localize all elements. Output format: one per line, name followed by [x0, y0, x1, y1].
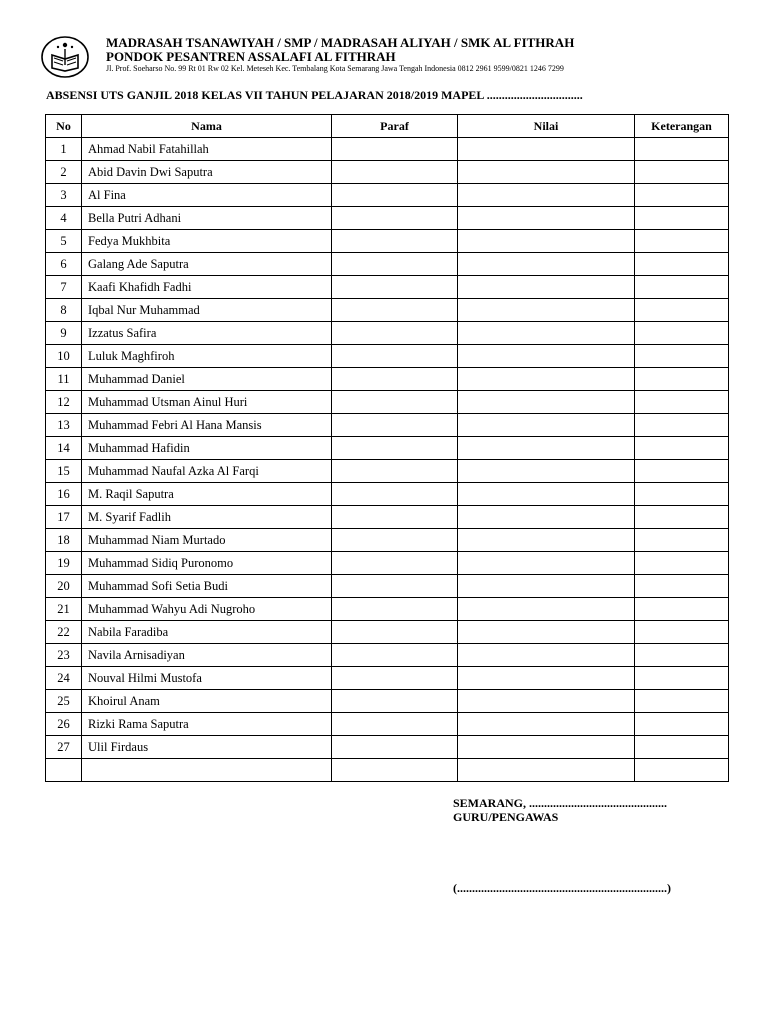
row-number: 26 — [46, 713, 82, 736]
paraf-cell — [332, 506, 458, 529]
keterangan-cell — [635, 230, 729, 253]
signature-role: GURU/PENGAWAS — [453, 810, 559, 824]
nilai-cell — [458, 667, 635, 690]
keterangan-cell — [635, 207, 729, 230]
paraf-cell — [332, 368, 458, 391]
student-name: Nouval Hilmi Mustofa — [82, 667, 332, 690]
nilai-cell — [458, 253, 635, 276]
header-nama: Nama — [82, 115, 332, 138]
paraf-cell — [332, 230, 458, 253]
paraf-cell — [332, 621, 458, 644]
table-row — [46, 391, 729, 414]
paraf-cell — [332, 253, 458, 276]
table-row — [46, 759, 729, 782]
nilai-cell — [458, 598, 635, 621]
nilai-cell — [458, 299, 635, 322]
header-paraf: Paraf — [332, 115, 458, 138]
student-name: Rizki Rama Saputra — [82, 713, 332, 736]
row-number: 2 — [46, 161, 82, 184]
student-name: Muhammad Niam Murtado — [82, 529, 332, 552]
keterangan-cell — [635, 621, 729, 644]
paraf-cell — [332, 483, 458, 506]
signature-place-date: SEMARANG, .............................................. — [453, 796, 668, 810]
nilai-cell — [458, 690, 635, 713]
table-row — [46, 414, 729, 437]
paraf-cell — [332, 391, 458, 414]
student-name: Muhammad Hafidin — [82, 437, 332, 460]
table-row — [46, 667, 729, 690]
row-number: 1 — [46, 138, 82, 161]
nilai-cell — [458, 161, 635, 184]
paraf-cell — [332, 184, 458, 207]
keterangan-cell — [635, 460, 729, 483]
row-number: 20 — [46, 575, 82, 598]
keterangan-cell — [635, 184, 729, 207]
student-name: Luluk Maghfiroh — [82, 345, 332, 368]
paraf-cell — [332, 690, 458, 713]
table-row — [46, 552, 729, 575]
letterhead — [40, 35, 740, 81]
keterangan-cell — [635, 322, 729, 345]
student-name: M. Syarif Fadlih — [82, 506, 332, 529]
nilai-cell — [458, 276, 635, 299]
row-number — [46, 759, 82, 782]
signature-name-blank: (......................................................................) — [453, 881, 671, 895]
table-row — [46, 598, 729, 621]
table-row — [46, 644, 729, 667]
table-row — [46, 575, 729, 598]
pesantren-name: PONDOK PESANTREN ASSALAFI AL FITHRAH — [106, 49, 396, 64]
nilai-cell — [458, 621, 635, 644]
keterangan-cell — [635, 253, 729, 276]
student-name: Muhammad Wahyu Adi Nugroho — [82, 598, 332, 621]
row-number: 27 — [46, 736, 82, 759]
paraf-cell — [332, 529, 458, 552]
student-name: Kaafi Khafidh Fadhi — [82, 276, 332, 299]
student-name: Muhammad Sidiq Puronomo — [82, 552, 332, 575]
table-row — [46, 460, 729, 483]
student-name: Izzatus Safira — [82, 322, 332, 345]
keterangan-cell — [635, 437, 729, 460]
paraf-cell — [332, 644, 458, 667]
row-number: 18 — [46, 529, 82, 552]
paraf-cell — [332, 437, 458, 460]
table-row — [46, 736, 729, 759]
row-number: 5 — [46, 230, 82, 253]
nilai-cell — [458, 759, 635, 782]
paraf-cell — [332, 736, 458, 759]
paraf-cell — [332, 713, 458, 736]
nilai-cell — [458, 184, 635, 207]
keterangan-cell — [635, 161, 729, 184]
institution-name: MADRASAH TSANAWIYAH / SMP / MADRASAH ALIYAH / SMK AL FITHRAH — [106, 35, 575, 50]
document-title: ABSENSI UTS GANJIL 2018 KELAS VII TAHUN PELAJARAN 2018/2019 MAPEL ................................ — [46, 88, 583, 102]
nilai-cell — [458, 322, 635, 345]
nilai-cell — [458, 138, 635, 161]
nilai-cell — [458, 437, 635, 460]
paraf-cell — [332, 161, 458, 184]
student-name: Muhammad Febri Al Hana Mansis — [82, 414, 332, 437]
table-row — [46, 506, 729, 529]
keterangan-cell — [635, 644, 729, 667]
nilai-cell — [458, 460, 635, 483]
table-row — [46, 690, 729, 713]
paraf-cell — [332, 138, 458, 161]
header-nilai: Nilai — [458, 115, 635, 138]
nilai-cell — [458, 207, 635, 230]
table-row — [46, 230, 729, 253]
paraf-cell — [332, 667, 458, 690]
row-number: 8 — [46, 299, 82, 322]
table-row — [46, 345, 729, 368]
table-row — [46, 207, 729, 230]
student-name: Muhammad Sofi Setia Budi — [82, 575, 332, 598]
table-row — [46, 322, 729, 345]
row-number: 16 — [46, 483, 82, 506]
student-name: Fedya Mukhbita — [82, 230, 332, 253]
row-number: 17 — [46, 506, 82, 529]
nilai-cell — [458, 483, 635, 506]
keterangan-cell — [635, 483, 729, 506]
student-name: Muhammad Daniel — [82, 368, 332, 391]
row-number: 6 — [46, 253, 82, 276]
header-keterangan: Keterangan — [635, 115, 729, 138]
row-number: 9 — [46, 322, 82, 345]
student-name: Navila Arnisadiyan — [82, 644, 332, 667]
paraf-cell — [332, 299, 458, 322]
institution-address: Jl. Prof. Soeharso No. 99 Rt 01 Rw 02 Kel. Meteseh Kec. Tembalang Kota Semarang Jawa Tengah Indonesia 0812 2961 9599/0821 1246 7299 — [106, 64, 564, 73]
table-row — [46, 161, 729, 184]
paraf-cell — [332, 759, 458, 782]
row-number: 23 — [46, 644, 82, 667]
keterangan-cell — [635, 506, 729, 529]
table-row — [46, 368, 729, 391]
student-name: Muhammad Naufal Azka Al Farqi — [82, 460, 332, 483]
paraf-cell — [332, 460, 458, 483]
row-number: 21 — [46, 598, 82, 621]
row-number: 13 — [46, 414, 82, 437]
row-number: 14 — [46, 437, 82, 460]
keterangan-cell — [635, 713, 729, 736]
keterangan-cell — [635, 345, 729, 368]
keterangan-cell — [635, 276, 729, 299]
table-row — [46, 299, 729, 322]
row-number: 3 — [46, 184, 82, 207]
paraf-cell — [332, 276, 458, 299]
table-row — [46, 138, 729, 161]
nilai-cell — [458, 506, 635, 529]
table-header-row — [46, 115, 729, 138]
school-logo-icon — [40, 35, 90, 79]
row-number: 7 — [46, 276, 82, 299]
nilai-cell — [458, 552, 635, 575]
nilai-cell — [458, 391, 635, 414]
keterangan-cell — [635, 759, 729, 782]
paraf-cell — [332, 414, 458, 437]
keterangan-cell — [635, 736, 729, 759]
paraf-cell — [332, 322, 458, 345]
nilai-cell — [458, 345, 635, 368]
row-number: 10 — [46, 345, 82, 368]
attendance-table — [45, 114, 729, 782]
student-name: Muhammad Utsman Ainul Huri — [82, 391, 332, 414]
nilai-cell — [458, 414, 635, 437]
student-name: Nabila Faradiba — [82, 621, 332, 644]
table-row — [46, 253, 729, 276]
table-row — [46, 621, 729, 644]
keterangan-cell — [635, 598, 729, 621]
table-row — [46, 713, 729, 736]
table-row — [46, 184, 729, 207]
nilai-cell — [458, 230, 635, 253]
student-name: Ulil Firdaus — [82, 736, 332, 759]
row-number: 15 — [46, 460, 82, 483]
table-row — [46, 483, 729, 506]
paraf-cell — [332, 207, 458, 230]
student-name: Galang Ade Saputra — [82, 253, 332, 276]
row-number: 12 — [46, 391, 82, 414]
student-name: M. Raqil Saputra — [82, 483, 332, 506]
row-number: 19 — [46, 552, 82, 575]
nilai-cell — [458, 575, 635, 598]
student-name — [82, 759, 332, 782]
table-row — [46, 529, 729, 552]
row-number: 24 — [46, 667, 82, 690]
nilai-cell — [458, 644, 635, 667]
table-row — [46, 276, 729, 299]
student-name: Iqbal Nur Muhammad — [82, 299, 332, 322]
keterangan-cell — [635, 552, 729, 575]
keterangan-cell — [635, 138, 729, 161]
keterangan-cell — [635, 391, 729, 414]
keterangan-cell — [635, 667, 729, 690]
row-number: 4 — [46, 207, 82, 230]
student-name: Khoirul Anam — [82, 690, 332, 713]
keterangan-cell — [635, 690, 729, 713]
keterangan-cell — [635, 414, 729, 437]
nilai-cell — [458, 529, 635, 552]
row-number: 11 — [46, 368, 82, 391]
paraf-cell — [332, 552, 458, 575]
paraf-cell — [332, 345, 458, 368]
paraf-cell — [332, 575, 458, 598]
paraf-cell — [332, 598, 458, 621]
student-name: Ahmad Nabil Fatahillah — [82, 138, 332, 161]
keterangan-cell — [635, 529, 729, 552]
table-row — [46, 437, 729, 460]
student-name: Bella Putri Adhani — [82, 207, 332, 230]
nilai-cell — [458, 736, 635, 759]
student-name: Abid Davin Dwi Saputra — [82, 161, 332, 184]
header-no: No — [46, 115, 82, 138]
row-number: 25 — [46, 690, 82, 713]
row-number: 22 — [46, 621, 82, 644]
nilai-cell — [458, 368, 635, 391]
nilai-cell — [458, 713, 635, 736]
keterangan-cell — [635, 575, 729, 598]
student-name: Al Fina — [82, 184, 332, 207]
keterangan-cell — [635, 368, 729, 391]
keterangan-cell — [635, 299, 729, 322]
